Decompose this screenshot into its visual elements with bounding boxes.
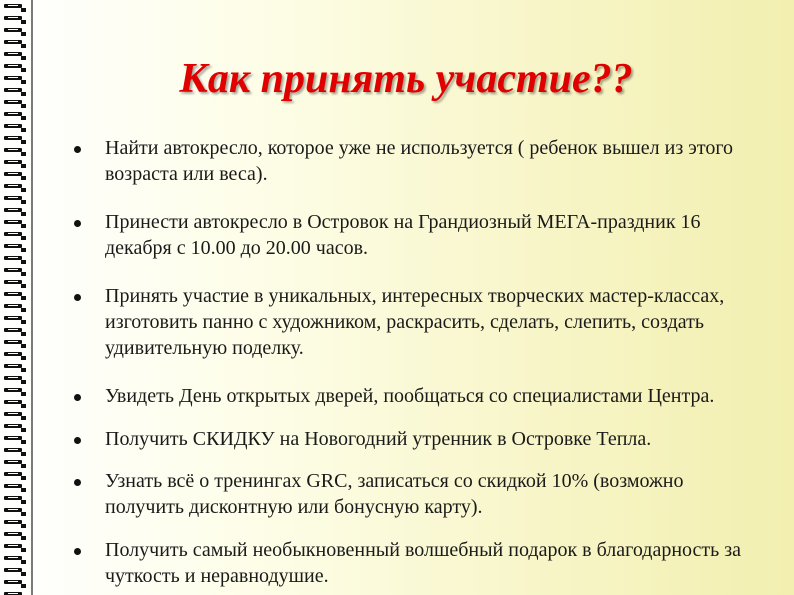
list-item-text: Принять участие в уникальных, интересных творческих мастер-классах, изготовить панно с художником, раскрасить, сделать, слепить, создать удивительную поделку. — [105, 285, 725, 359]
list-item — [72, 537, 762, 589]
list-item-text: Увидеть День открытых дверей, пообщаться со специалистами Центра. — [105, 385, 715, 407]
spiral-ring — [4, 376, 26, 384]
spiral-ring — [4, 340, 26, 348]
spiral-ring — [4, 184, 26, 192]
spiral-ring — [4, 244, 26, 252]
spiral-ring — [4, 268, 26, 276]
spiral-ring — [4, 136, 26, 144]
spiral-ring — [4, 196, 26, 204]
list-item-text: Получить СКИДКУ на Новогодний утренник в Островке Тепла. — [105, 428, 652, 450]
spiral-ring — [4, 208, 26, 216]
spiral-ring — [4, 520, 26, 528]
spiral-ring — [4, 280, 26, 288]
spiral-ring — [4, 400, 26, 408]
spiral-ring — [4, 16, 26, 24]
bullet-list — [72, 135, 762, 589]
page-title: Как принять участие?? — [179, 56, 633, 102]
spiral-ring — [4, 508, 26, 516]
spiral-ring — [4, 364, 26, 372]
spiral-ring — [4, 40, 26, 48]
list-item — [72, 283, 762, 361]
spiral-ring — [4, 172, 26, 180]
spiral-ring — [4, 328, 26, 336]
spiral-ring — [4, 160, 26, 168]
spiral-ring — [4, 436, 26, 444]
list-item — [72, 426, 762, 452]
spiral-ring — [4, 412, 26, 420]
list-item — [72, 468, 762, 520]
spiral-ring — [4, 292, 26, 300]
list-item — [72, 135, 762, 187]
spiral-ring — [4, 256, 26, 264]
spiral-ring — [4, 472, 26, 480]
spiral-ring — [4, 580, 26, 588]
list-item-text: Узнать всё о тренингах GRC, записаться со скидкой 10% (возможно получить дисконтную или бонусную карту). — [105, 470, 684, 518]
spiral-ring — [4, 232, 26, 240]
spiral-ring — [4, 460, 26, 468]
spiral-ring — [4, 304, 26, 312]
spiral-ring — [4, 352, 26, 360]
bullet-icon — [74, 548, 81, 555]
spiral-ring — [4, 484, 26, 492]
spiral-ring — [4, 28, 26, 36]
spiral-ring — [4, 424, 26, 432]
bullet-icon — [74, 394, 81, 401]
spiral-ring — [4, 448, 26, 456]
bullet-icon — [74, 437, 81, 444]
spiral-ring — [4, 496, 26, 504]
bullet-icon — [74, 220, 81, 227]
spiral-ring — [4, 220, 26, 228]
bullet-icon — [74, 294, 81, 301]
bullet-icon — [74, 146, 81, 153]
list-item — [72, 383, 762, 409]
spiral-ring — [4, 556, 26, 564]
spiral-ring — [4, 568, 26, 576]
spiral-ring — [4, 532, 26, 540]
list-item-text: Найти автокресло, которое уже не используется ( ребенок вышел из этого возраста или веса). — [105, 137, 734, 185]
bullet-icon — [74, 479, 81, 486]
spiral-ring — [4, 544, 26, 552]
spiral-ring — [4, 4, 26, 12]
spiral-ring — [4, 112, 26, 120]
list-item-text: Получить самый необыкновенный волшебный подарок в благодарность за чуткость и неравнодушие. — [105, 539, 742, 587]
list-item — [72, 209, 762, 261]
list-item-text: Принести автокресло в Островок на Грандиозный МЕГА-праздник 16 декабря с 10.00 до 20.00 часов. — [105, 211, 701, 259]
spiral-ring — [4, 124, 26, 132]
spiral-ring — [4, 148, 26, 156]
spiral-ring — [4, 316, 26, 324]
spiral-ring — [4, 388, 26, 396]
